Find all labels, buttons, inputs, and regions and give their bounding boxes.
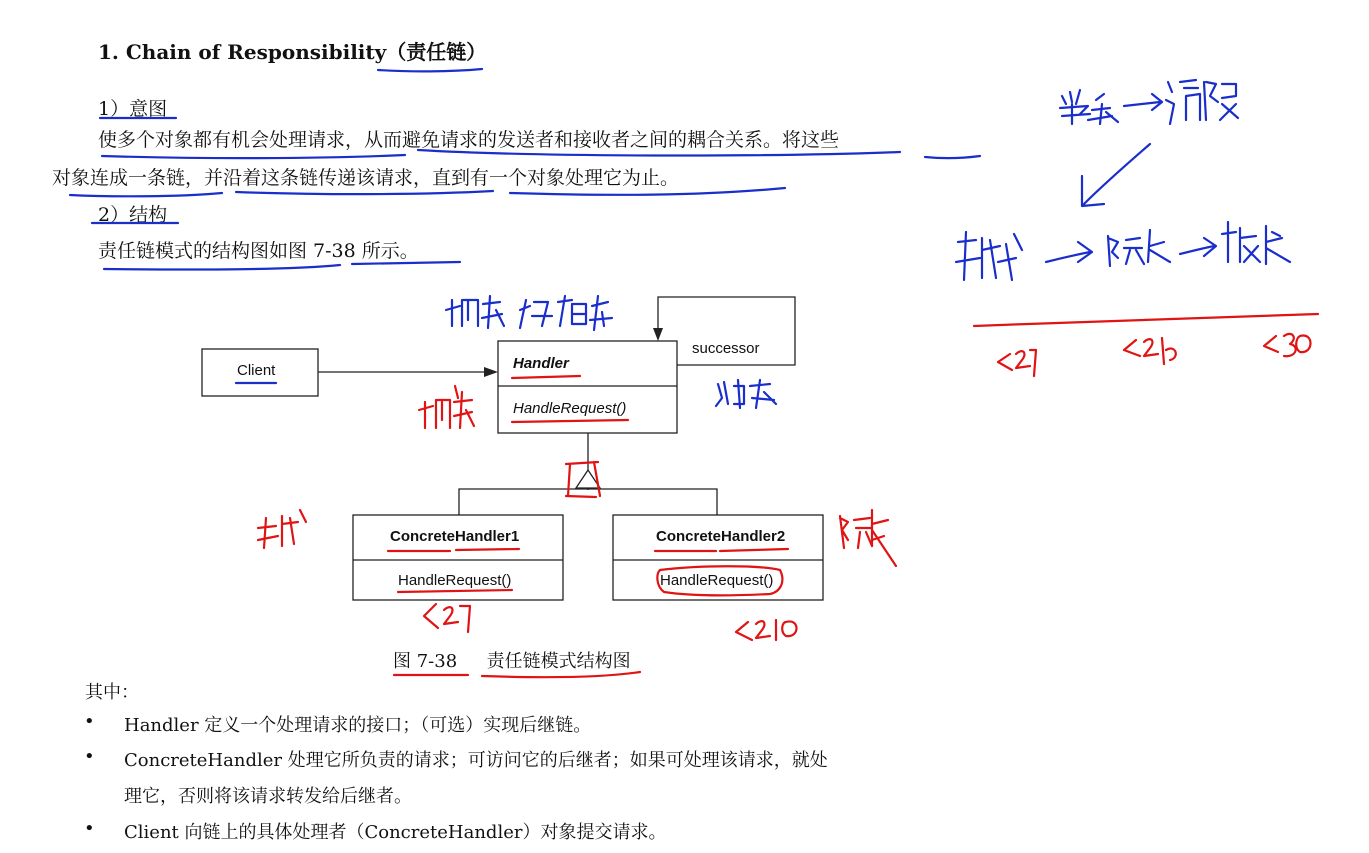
structure-text: 责任链模式的结构图如图 7-38 所示。: [98, 240, 419, 262]
bullet-dot-2: •: [84, 746, 95, 767]
successor-label: successor: [692, 340, 760, 357]
figure-title: 责任链模式结构图: [486, 651, 631, 672]
figure-number: 图 7-38: [393, 651, 458, 672]
bullet-dot-1: •: [84, 711, 95, 732]
intent-line-1: 使多个对象都有机会处理请求，从而避免请求的发送者和接收者之间的耦合关系。将这些: [98, 129, 840, 151]
intent-heading: 1）意图: [98, 98, 168, 120]
section-title: Chain of Responsibility（责任链）: [125, 40, 487, 64]
bullet-concrete-handler-cont: 理它，否则将该请求转发给后继者。: [124, 786, 412, 807]
inheritance-triangle: [576, 470, 600, 488]
intent-line-2: 对象连成一条链，并沿着这条链传递该请求，直到有一个对象处理它为止。: [52, 167, 680, 189]
explanation-intro: 其中：: [85, 682, 139, 703]
concrete-handler1-label: ConcreteHandler1: [390, 528, 520, 545]
handler-label: Handler: [513, 355, 569, 372]
handler-operation: HandleRequest(): [513, 400, 627, 417]
concrete-handler1-operation: HandleRequest(): [398, 572, 512, 589]
association-arrowhead: [484, 367, 498, 377]
concrete-handler2-label: ConcreteHandler2: [656, 528, 786, 545]
bullet-handler: Handler 定义一个处理请求的接口；（可选）实现后继链。: [124, 715, 592, 736]
successor-arrowhead: [653, 328, 663, 341]
bullet-client: Client 向链上的具体处理者（ConcreteHandler）对象提交请求。: [124, 822, 667, 843]
bullet-concrete-handler: ConcreteHandler 处理它所负责的请求；可访问它的后继者；如果可处理该请求，就处: [124, 750, 828, 771]
section-heading: [98, 36, 486, 65]
section-number: 1.: [98, 40, 119, 64]
concrete-handler2-operation: HandleRequest(): [660, 572, 774, 589]
figure-caption: [393, 647, 631, 673]
structure-heading: 2）结构: [98, 204, 168, 226]
bullet-dot-3: •: [84, 818, 95, 839]
client-label: Client: [237, 362, 276, 379]
inheritance-branches: [459, 489, 717, 515]
